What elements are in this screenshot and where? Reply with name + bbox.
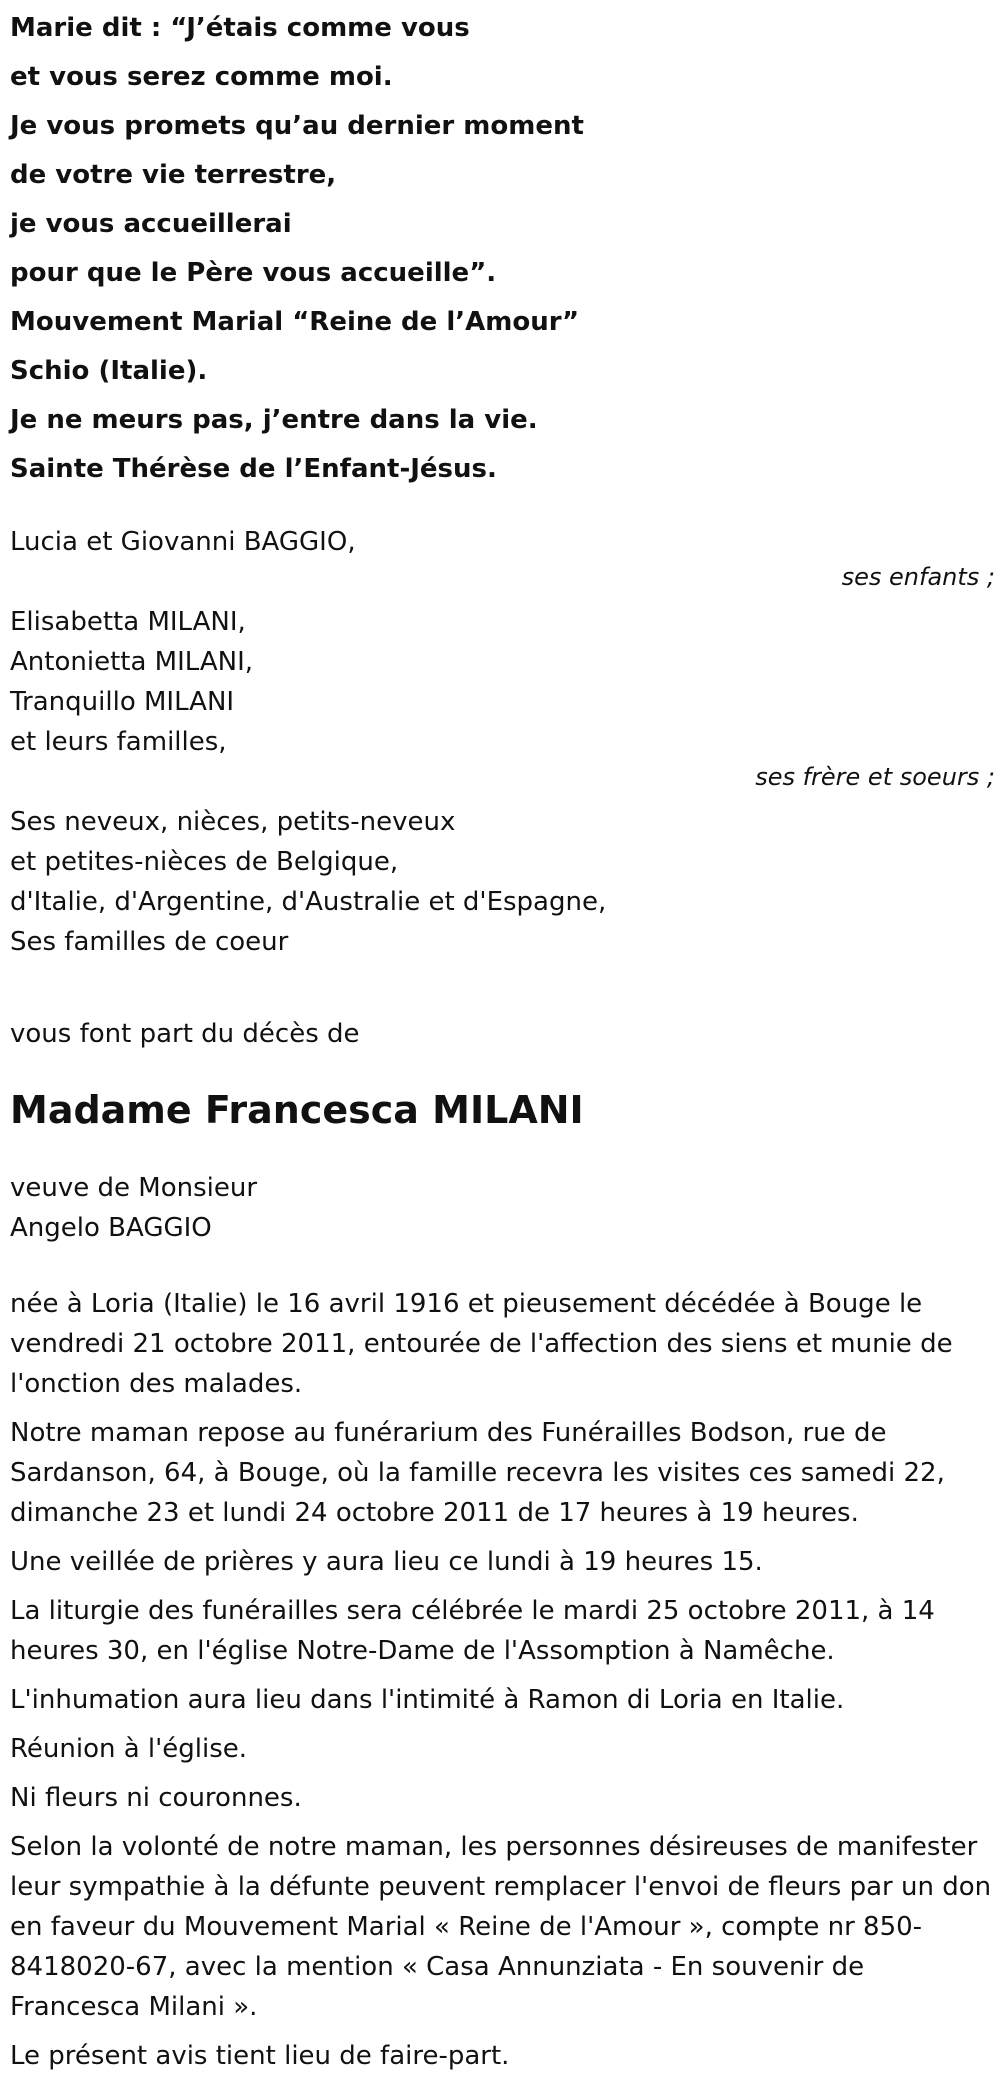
widow-of-line: veuve de Monsieur xyxy=(10,1173,258,1203)
announcement-text: vous font part du décès de xyxy=(10,1019,360,1049)
body-paragraph: Notre maman repose au funérarium des Funérailles Bodson, rue de Sardanson, 64, à Bouge, où la famille recevra les visites ces samedi 22, dimanche 23 et lundi 24 octobre 2011 de 17 heures à 19 heures. xyxy=(10,1418,945,1528)
quote-line: de votre vie terrestre, xyxy=(10,160,337,190)
family-member-line: Antonietta MILANI, xyxy=(10,647,254,677)
obituary-notice xyxy=(10,4,995,2085)
body-paragraph: Une veillée de prières y aura lieu ce lundi à 19 heures 15. xyxy=(10,1547,763,1577)
family-member-line: Elisabetta MILANI, xyxy=(10,607,246,637)
quote-line: Marie dit : “J’étais comme vous xyxy=(10,13,470,43)
body-paragraph: Selon la volonté de notre maman, les personnes désireuses de manifester leur sympathie à la défunte peuvent remplacer l'envoi de fleurs par un don en faveur du Mouvement Marial « Reine de l'Amour », compte nr 850-8418020-67, avec la mention « Casa Annunziata - En souvenir de Francesca Milani ». xyxy=(10,1832,992,2022)
widow-of-line: Angelo BAGGIO xyxy=(10,1213,212,1243)
body-paragraph: La liturgie des funérailles sera célébrée le mardi 25 octobre 2011, à 14 heures 30, en l'église Notre-Dame de l'Assomption à Namêche. xyxy=(10,1596,935,1666)
opening-quote xyxy=(10,4,995,494)
family-member-line: Ses familles de coeur xyxy=(10,927,289,957)
body-paragraph: L'inhumation aura lieu dans l'intimité à Ramon di Loria en Italie. xyxy=(10,1685,845,1715)
family-member-line: Lucia et Giovanni BAGGIO, xyxy=(10,527,356,557)
family-member-line: d'Italie, d'Argentine, d'Australie et d'Espagne, xyxy=(10,887,607,917)
deceased-name: Madame Francesca MILANI xyxy=(10,1088,584,1132)
notice-body xyxy=(10,1284,995,2076)
quote-line: Mouvement Marial “Reine de l’Amour” xyxy=(10,307,580,337)
widow-of xyxy=(10,1168,995,1248)
family-others xyxy=(10,802,995,962)
body-paragraph: née à Loria (Italie) le 16 avril 1916 et pieusement décédée à Bouge le vendredi 21 octobre 2011, entourée de l'affection des siens et munie de l'onction des malades. xyxy=(10,1289,953,1399)
quote-line: je vous accueillerai xyxy=(10,209,292,239)
family-member-line: et petites-nièces de Belgique, xyxy=(10,847,399,877)
family-siblings xyxy=(10,602,995,792)
body-paragraph: Le présent avis tient lieu de faire-part. xyxy=(10,2041,510,2071)
family-member-line: et leurs familles, xyxy=(10,727,227,757)
family-member-line: Ses neveux, nièces, petits-neveux xyxy=(10,807,456,837)
body-paragraph: Réunion à l'église. xyxy=(10,1734,248,1764)
quote-line: pour que le Père vous accueille”. xyxy=(10,258,497,288)
quote-line: Sainte Thérèse de l’Enfant-Jésus. xyxy=(10,454,497,484)
quote-line: Je ne meurs pas, j’entre dans la vie. xyxy=(10,405,538,435)
quote-line: Je vous promets qu’au dernier moment xyxy=(10,111,584,141)
relationship-label: ses frère et soeurs ; xyxy=(755,763,995,791)
quote-line: et vous serez comme moi. xyxy=(10,62,393,92)
family-children xyxy=(10,522,995,592)
relationship-label: ses enfants ; xyxy=(841,563,995,591)
family-member-line: Tranquillo MILANI xyxy=(10,687,235,717)
quote-line: Schio (Italie). xyxy=(10,356,208,386)
body-paragraph: Ni fleurs ni couronnes. xyxy=(10,1783,302,1813)
spacer xyxy=(10,972,995,1014)
